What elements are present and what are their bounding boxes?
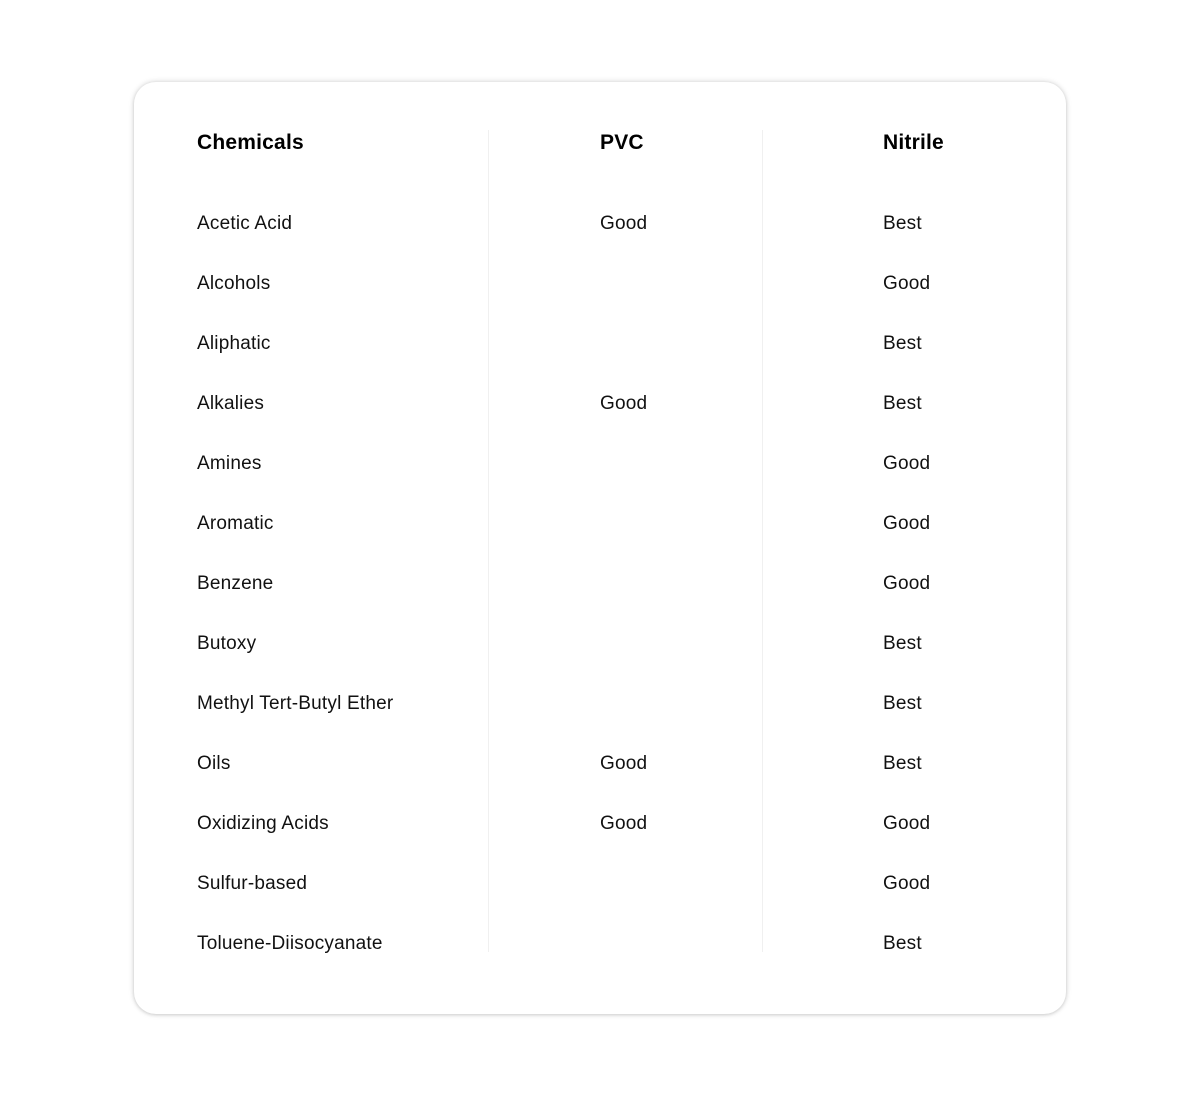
table-row — [134, 384, 1066, 424]
cell-nitrile: Best — [883, 753, 922, 774]
cell-chemical: Sulfur-based — [197, 873, 308, 894]
table-row — [134, 264, 1066, 304]
cell-chemical: Aliphatic — [197, 333, 271, 354]
cell-chemical: Methyl Tert-Butyl Ether — [197, 693, 394, 714]
table-row — [134, 744, 1066, 784]
cell-pvc: Good — [600, 213, 648, 234]
cell-chemical: Aromatic — [197, 513, 274, 534]
chemical-resistance-card — [134, 82, 1066, 1014]
table-row — [134, 504, 1066, 544]
cell-chemical: Oxidizing Acids — [197, 813, 329, 834]
cell-nitrile: Good — [883, 813, 931, 834]
cell-chemical: Toluene-Diisocyanate — [197, 933, 383, 954]
cell-nitrile: Best — [883, 393, 922, 414]
cell-pvc: Good — [600, 753, 648, 774]
cell-pvc: Good — [600, 393, 648, 414]
cell-nitrile: Good — [883, 573, 931, 594]
cell-nitrile: Good — [883, 273, 931, 294]
cell-nitrile: Good — [883, 453, 931, 474]
table-row — [134, 204, 1066, 244]
cell-nitrile: Best — [883, 213, 922, 234]
cell-nitrile: Best — [883, 693, 922, 714]
table-row — [134, 444, 1066, 484]
header-pvc: PVC — [600, 131, 644, 154]
cell-chemical: Amines — [197, 453, 262, 474]
table-header-row — [134, 123, 1066, 163]
table-row — [134, 924, 1066, 964]
header-chemicals: Chemicals — [197, 131, 304, 154]
table-row — [134, 804, 1066, 844]
cell-chemical: Alcohols — [197, 273, 271, 294]
cell-nitrile: Best — [883, 633, 922, 654]
table-row — [134, 684, 1066, 724]
cell-nitrile: Best — [883, 333, 922, 354]
header-nitrile: Nitrile — [883, 131, 944, 154]
table-row — [134, 864, 1066, 904]
cell-chemical: Alkalies — [197, 393, 265, 414]
cell-chemical: Benzene — [197, 573, 274, 594]
table-row — [134, 624, 1066, 664]
cell-nitrile: Best — [883, 933, 922, 954]
cell-nitrile: Good — [883, 513, 931, 534]
cell-nitrile: Good — [883, 873, 931, 894]
table-row — [134, 324, 1066, 364]
cell-chemical: Oils — [197, 753, 231, 774]
cell-pvc: Good — [600, 813, 648, 834]
cell-chemical: Acetic Acid — [197, 213, 293, 234]
cell-chemical: Butoxy — [197, 633, 257, 654]
table-row — [134, 564, 1066, 604]
